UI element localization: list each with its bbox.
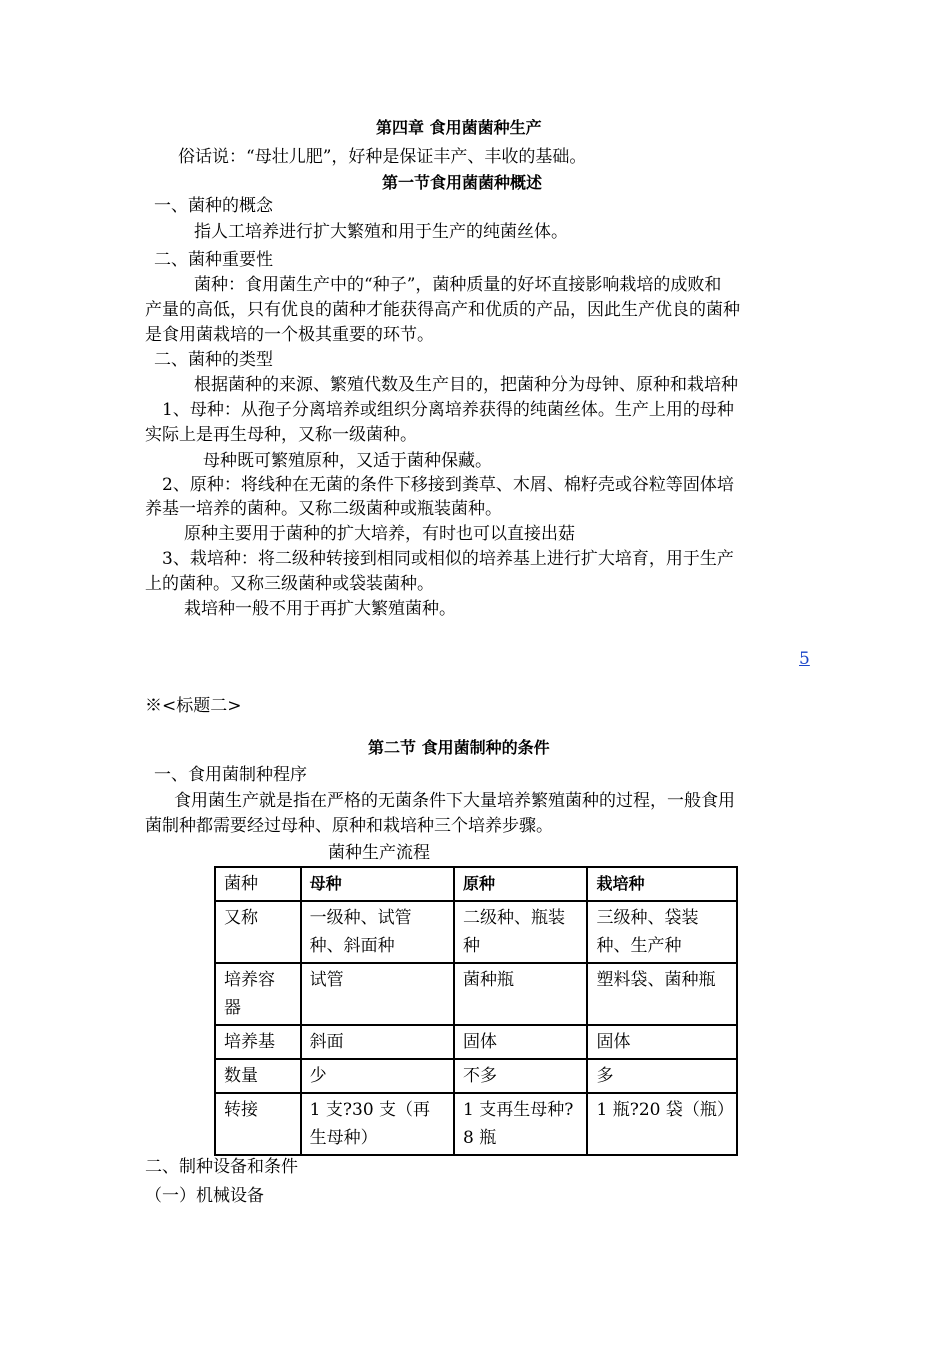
- table-cell: 固体: [587, 1025, 737, 1059]
- table-cell: 多: [587, 1059, 737, 1093]
- table-header-cell: 原种: [454, 867, 587, 901]
- heading-procedure: 一、食用菌制种程序: [154, 765, 307, 785]
- heading-concept: 一、菌种的概念: [154, 196, 273, 216]
- table-cell: 转接: [215, 1093, 301, 1155]
- cultivation-line: 3、栽培种：将二级种转接到相同或相似的培养基上进行扩大培育，用于生产: [162, 549, 734, 569]
- table-cell: 培养基: [215, 1025, 301, 1059]
- table-cell: 三级种、袋装种、生产种: [587, 901, 737, 963]
- table-caption: 菌种生产流程: [328, 843, 430, 863]
- importance-line: 菌种：食用菌生产中的“种子”，菌种质量的好坏直接影响栽培的成败和: [194, 275, 722, 295]
- table-header-cell: 菌种: [215, 867, 301, 901]
- page-number-link[interactable]: 5: [799, 649, 810, 669]
- importance-line: 产量的高低，只有优良的菌种才能获得高产和优质的产品，因此生产优良的菌种: [145, 300, 740, 320]
- table-row: [215, 963, 737, 1025]
- table-row: [215, 1059, 737, 1093]
- table-cell: 不多: [454, 1059, 587, 1093]
- heading-equipment: 二、制种设备和条件: [145, 1157, 298, 1177]
- cultivation-line: 上的菌种。又称三级菌种或袋装菌种。: [145, 574, 434, 594]
- heading-marker: ※<标题二>: [145, 696, 242, 716]
- concept-text: 指人工培养进行扩大繁殖和用于生产的纯菌丝体。: [194, 222, 568, 242]
- procedure-line: 食用菌生产就是指在严格的无菌条件下大量培养繁殖菌种的过程，一般食用: [174, 791, 735, 811]
- table-cell: 少: [301, 1059, 454, 1093]
- table-cell: 培养容器: [215, 963, 301, 1025]
- heading-types: 二、菌种的类型: [154, 350, 273, 370]
- table-cell: 二级种、瓶装种: [454, 901, 587, 963]
- chapter-title: 第四章 食用菌菌种生产: [376, 118, 542, 137]
- table-cell: 菌种瓶: [454, 963, 587, 1025]
- table-cell: 试管: [301, 963, 454, 1025]
- table-cell: 1 瓶?20 袋（瓶）: [587, 1093, 737, 1155]
- mother-line: 实际上是再生母种，又称一级菌种。: [145, 425, 417, 445]
- table-header-cell: 栽培种: [587, 867, 737, 901]
- table-row: [215, 1025, 737, 1059]
- table-cell: 固体: [454, 1025, 587, 1059]
- original-line: 养基一培养的菌种。又称二级菌种或瓶装菌种。: [145, 499, 502, 519]
- table-cell: 又称: [215, 901, 301, 963]
- table-cell: 斜面: [301, 1025, 454, 1059]
- culture-flow-table: [214, 866, 738, 1156]
- original-note: 原种主要用于菌种的扩大培养，有时也可以直接出菇: [184, 524, 575, 544]
- table-cell: 1 支再生母种?8 瓶: [454, 1093, 587, 1155]
- cultivation-note: 栽培种一般不用于再扩大繁殖菌种。: [184, 599, 456, 619]
- procedure-line: 菌制种都需要经过母种、原种和栽培种三个培养步骤。: [145, 816, 553, 836]
- original-line: 2、原种：将线种在无菌的条件下移接到粪草、木屑、棉籽壳或谷粒等固体培: [162, 475, 734, 495]
- table-header-row: [215, 867, 737, 901]
- table-header-cell: 母种: [301, 867, 454, 901]
- heading-importance: 二、菌种重要性: [154, 250, 273, 270]
- table-cell: 1 支?30 支（再生母种）: [301, 1093, 454, 1155]
- heading-machinery: （一）机械设备: [145, 1186, 264, 1206]
- table-row: [215, 901, 737, 963]
- section1-title: 第一节食用菌菌种概述: [382, 173, 543, 192]
- section2-title: 第二节 食用菌制种的条件: [368, 738, 550, 757]
- table-cell: 一级种、试管种、斜面种: [301, 901, 454, 963]
- proverb-text: 俗话说：“母壮儿肥”，好种是保证丰产、丰收的基础。: [178, 147, 587, 167]
- mother-note: 母种既可繁殖原种，又适于菌种保藏。: [203, 451, 492, 471]
- table-cell: 塑料袋、菌种瓶: [587, 963, 737, 1025]
- table-cell: 数量: [215, 1059, 301, 1093]
- mother-line: 1、母种：从孢子分离培养或组织分离培养获得的纯菌丝体。生产上用的母种: [162, 400, 734, 420]
- types-intro: 根据菌种的来源、繁殖代数及生产目的，把菌种分为母钟、原种和栽培种: [194, 375, 738, 395]
- table-row: [215, 1093, 737, 1155]
- importance-line: 是食用菌栽培的一个极其重要的环节。: [145, 325, 434, 345]
